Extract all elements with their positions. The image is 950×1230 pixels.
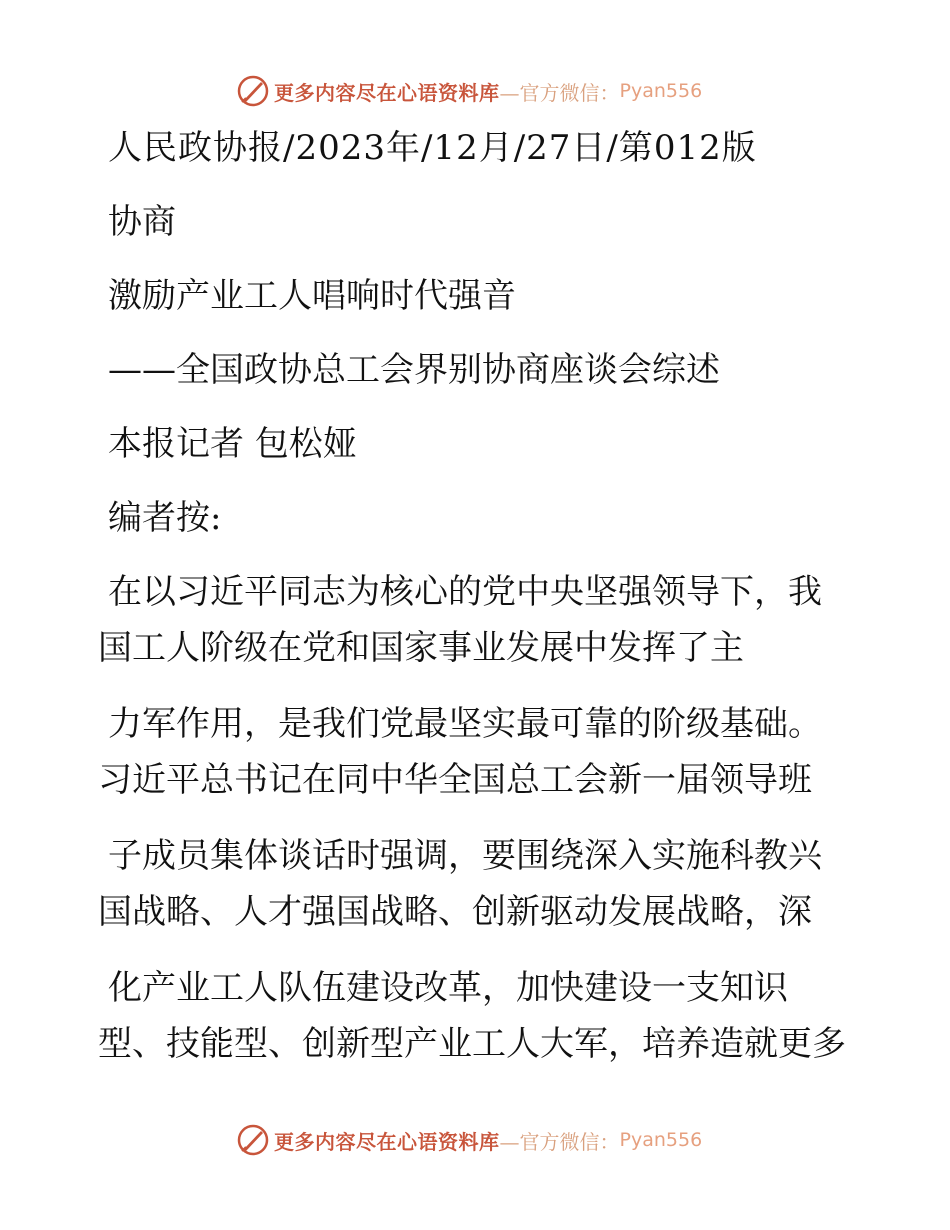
article-title: 激励产业工人唱响时代强音 <box>108 276 516 316</box>
body-line: 化产业工人队伍建设改革，加快建设一支知识 <box>108 968 788 1008</box>
watermark-banner-top <box>236 73 702 109</box>
editor-note-label: 编者按: <box>108 498 222 538</box>
body-line: 国工人阶级在党和国家事业发展中发挥了主 <box>98 628 744 668</box>
watermark-label: —官方微信： <box>499 80 620 105</box>
byline: 本报记者 包松娅 <box>108 424 357 464</box>
watermark-brand: 更多内容尽在心语资料库 <box>274 80 500 105</box>
quill-pen-logo-icon <box>236 74 270 108</box>
body-line: 力军作用，是我们党最坚实最可靠的阶级基础。 <box>108 704 822 744</box>
body-line: 国战略、人才强国战略、创新驱动发展战略，深 <box>98 892 812 932</box>
section-label: 协商 <box>108 202 176 242</box>
watermark-brand: 更多内容尽在心语资料库 <box>274 1129 500 1154</box>
body-line: 子成员集体谈话时强调，要围绕深入实施科教兴 <box>108 836 822 876</box>
body-line: 在以习近平同志为核心的党中央坚强领导下，我 <box>108 572 822 612</box>
watermark-wechat-id: Pyan556 <box>619 80 703 102</box>
watermark-wechat-id: Pyan556 <box>619 1129 703 1151</box>
body-line: 习近平总书记在同中华全国总工会新一届领导班 <box>98 760 812 800</box>
watermark-label: —官方微信： <box>499 1129 620 1154</box>
body-line: 型、技能型、创新型产业工人大军，培养造就更多 <box>98 1024 846 1064</box>
article-subtitle: ——全国政协总工会界别协商座谈会综述 <box>108 350 720 390</box>
watermark-banner-bottom <box>236 1122 702 1158</box>
source-line: 人民政协报/2023年/12月/27日/第012版 <box>108 128 757 168</box>
quill-pen-logo-icon <box>236 1123 270 1157</box>
